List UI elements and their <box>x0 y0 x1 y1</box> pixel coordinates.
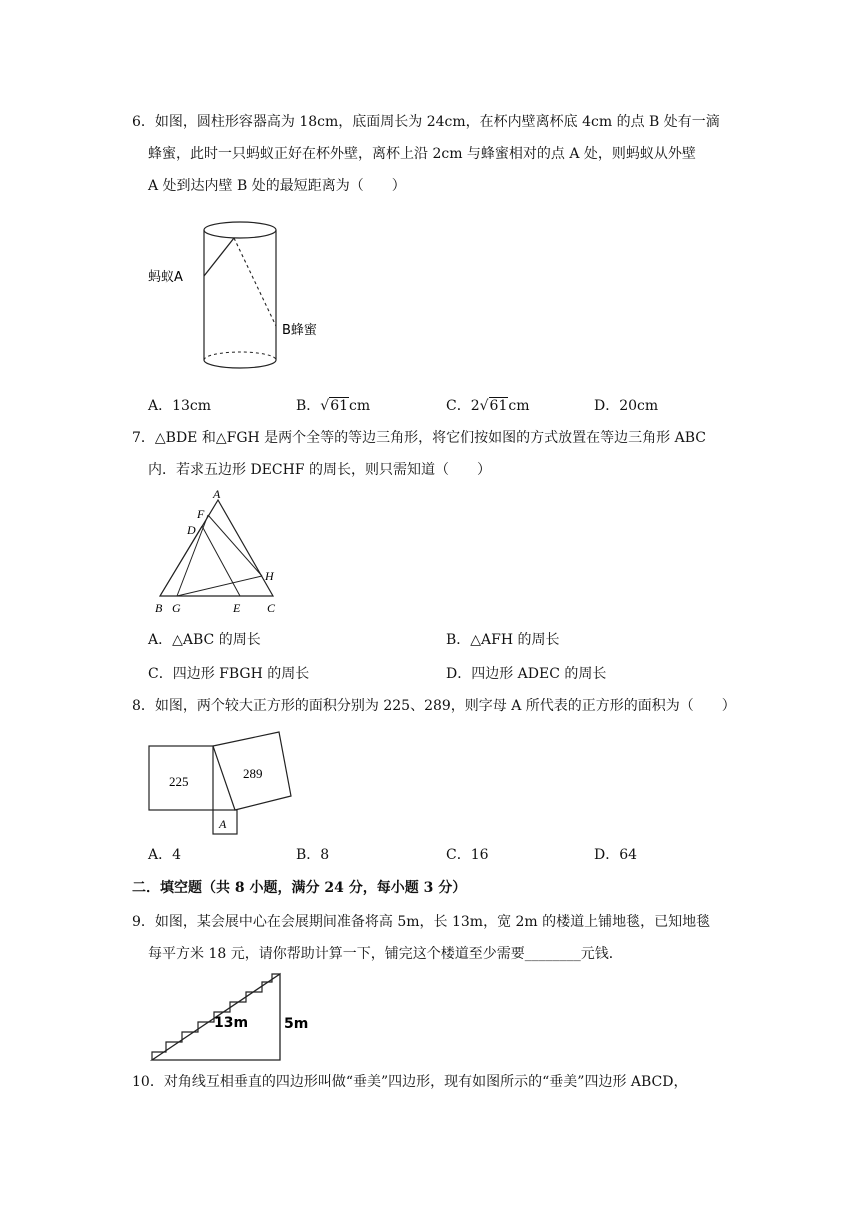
q7-triangle-figure <box>145 488 295 618</box>
q7-option-b: B．△AFH 的周长 <box>446 632 560 648</box>
q10-line-1: 10．对角线互相垂直的四边形叫做“垂美”四边形，现有如图所示的“垂美”四边形 ABCD， <box>132 1074 688 1090</box>
q6-line-2: 蜂蜜，此时一只蚂蚁正好在杯外壁，离杯上沿 2cm 与蜂蜜相对的点 A 处，则蚂蚁从外壁 <box>148 146 696 162</box>
q6-label-honey: B蜂蜜 <box>282 323 317 338</box>
q8-label-225: 225 <box>169 774 189 789</box>
sqrt-icon: √ <box>320 398 330 414</box>
q8-label-a: A <box>219 817 227 831</box>
q7-label-f: F <box>197 507 205 521</box>
q8-option-b: B．8 <box>296 847 330 863</box>
q9-line-2: 每平方米 18 元，请你帮助计算一下，铺完这个楼道至少需要________元钱． <box>148 946 623 962</box>
q6-label-ant: 蚂蚁A <box>148 270 183 285</box>
q8-option-d: D．64 <box>594 847 638 863</box>
q8-label-289: 289 <box>243 766 263 781</box>
q6-option-b <box>296 396 370 416</box>
q6-option-b-radicand: 61 <box>330 398 349 414</box>
q6-line-3: A 处到达内壁 B 处的最短距离为（ ） <box>148 178 406 194</box>
q7-label-e: E <box>233 601 241 615</box>
q7-label-b: B <box>155 601 163 615</box>
q6-line-1: 6．如图，圆柱形容器高为 18cm，底面周长为 24cm，在杯内壁离杯底 4cm 的点 B 处有一滴 <box>132 114 720 130</box>
q9-line-1: 9．如图，某会展中心在会展期间准备将高 5m，长 13m，宽 2m 的楼道上铺地毯，已知地毯 <box>132 914 711 930</box>
q6-option-a: A．13cm <box>148 398 212 414</box>
section-fill-in-heading: 二．填空题（共 8 小题，满分 24 分，每小题 3 分） <box>132 880 467 896</box>
q6-option-c-radicand: 61 <box>489 398 508 414</box>
q7-option-c: C．四边形 FBGH 的周长 <box>148 666 310 682</box>
q7-label-h: H <box>265 569 274 583</box>
q8-option-a: A．4 <box>148 847 182 863</box>
q7-label-c: C <box>267 601 276 615</box>
q6-cylinder-figure <box>140 210 340 390</box>
q7-option-d: D．四边形 ADEC 的周长 <box>446 666 607 682</box>
sqrt-icon: √ <box>479 398 489 414</box>
q8-squares-figure <box>145 722 305 840</box>
q6-option-b-prefix: B． <box>296 398 321 414</box>
q9-label-5m: 5m <box>284 1016 309 1032</box>
q7-line-2: 内．若求五边形 DECHF 的周长，则只需知道（ ） <box>148 462 491 478</box>
q7-line-1: 7．△BDE 和△FGH 是两个全等的等边三角形，将它们按如图的方式放置在等边三角形 ABC <box>132 430 706 446</box>
q6-option-c-unit: cm <box>508 398 530 414</box>
q8-option-c: C．16 <box>446 847 489 863</box>
q7-label-a: A <box>213 488 221 501</box>
q6-option-c <box>446 396 530 416</box>
q8-line-1: 8．如图，两个较大正方形的面积分别为 225、289，则字母 A 所代表的正方形的面积为（ ） <box>132 698 736 714</box>
q6-option-c-prefix: C．2 <box>446 398 480 414</box>
q7-option-a: A．△ABC 的周长 <box>148 632 261 648</box>
q9-label-13m: 13m <box>214 1015 249 1031</box>
q6-option-d: D．20cm <box>594 398 659 414</box>
q9-stairs-figure <box>148 970 318 1064</box>
q7-label-d: D <box>187 523 196 537</box>
q6-option-b-unit: cm <box>349 398 371 414</box>
q7-label-g: G <box>172 601 181 615</box>
